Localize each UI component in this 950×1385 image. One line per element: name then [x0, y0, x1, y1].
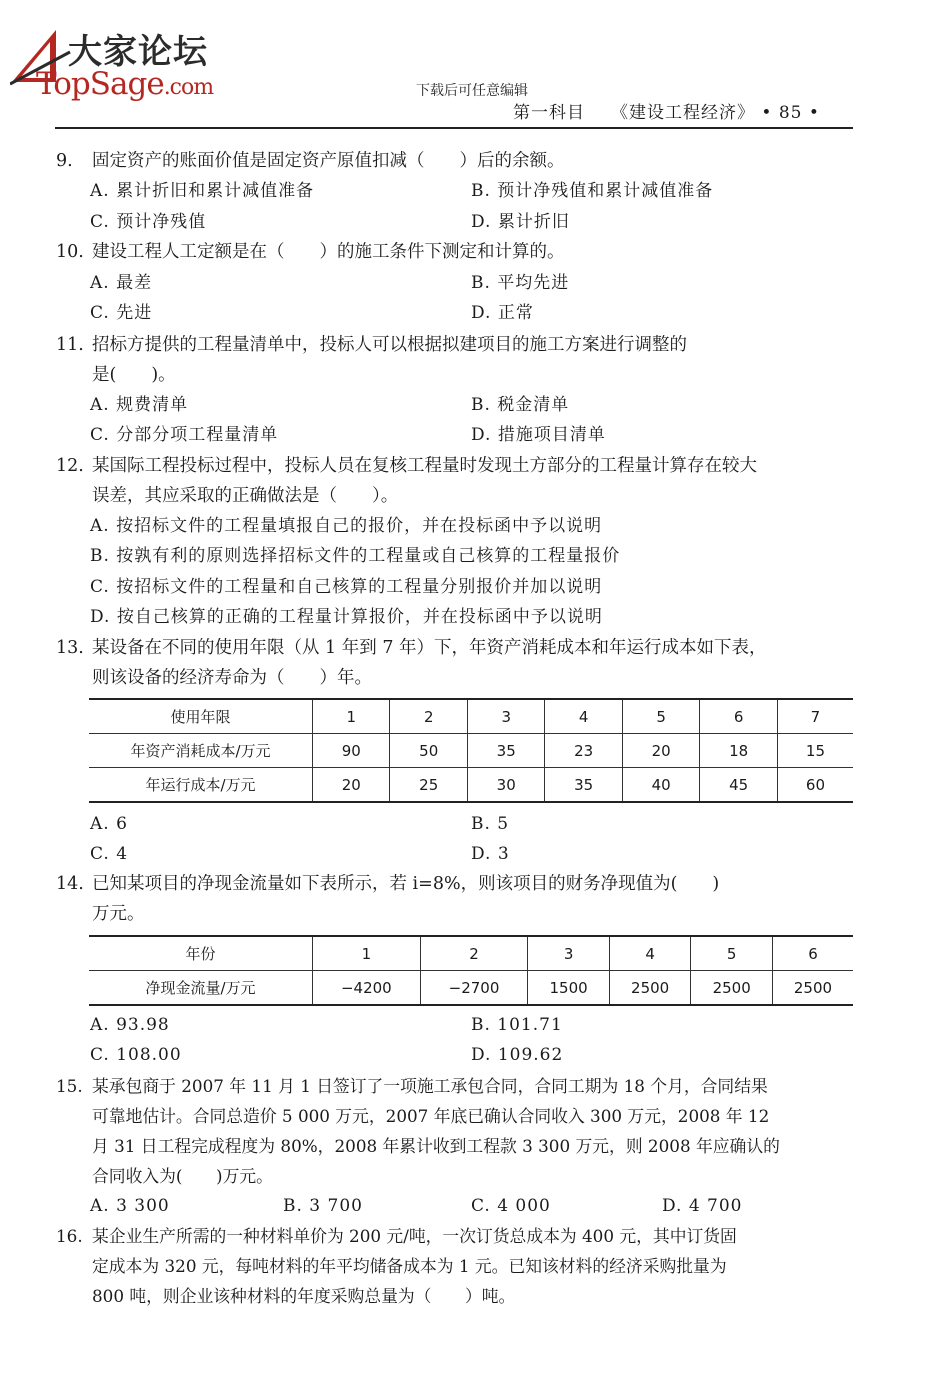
table-cell: 使用年限: [170, 708, 231, 726]
option-a: A. 6: [90, 814, 128, 834]
option-a: A. 最差: [90, 273, 153, 293]
table-cell: −2700: [420, 971, 528, 1006]
table-row: [89, 971, 853, 1006]
table-cell: 7: [777, 699, 853, 734]
question-12: [56, 451, 856, 511]
service-life-table: [89, 698, 853, 803]
table-cell: 35: [545, 768, 622, 803]
option-d: D. 3: [471, 844, 510, 864]
question-stem-line2: 是( )。: [92, 365, 176, 385]
table-cell: 60: [777, 768, 853, 803]
logo-chinese-text: 大家论坛: [68, 32, 208, 72]
table-cell: 2500: [772, 971, 853, 1006]
table-cell: −4200: [313, 971, 421, 1006]
net-cash-flow-table: [89, 935, 853, 1006]
question-15: [56, 1071, 856, 1191]
option-a: A. 93.98: [90, 1015, 170, 1035]
option-c: C. 先进: [90, 303, 153, 323]
table-cell: 20: [622, 734, 699, 768]
question-number: 9.: [56, 151, 73, 171]
question-stem-line1: 某国际工程投标过程中，投标人员在复核工程量时发现土方部分的工程量计算存在较大: [92, 456, 757, 476]
table-cell: 40: [622, 768, 699, 803]
option-c: C. 分部分项工程量清单: [90, 425, 279, 445]
question-number: 13.: [56, 638, 84, 658]
question-stem-line1: 某设备在不同的使用年限（从 1 年到 7 年）下，年资产消耗成本和年运行成本如下表，: [92, 638, 767, 658]
table-header-row: [89, 699, 853, 734]
question-stem-line2: 万元。: [92, 904, 145, 924]
question-stem-line2: 可靠地估计。合同总造价 5 000 万元，2007 年底已确认合同收入 300 万元，2008 年 12: [92, 1106, 770, 1126]
question-stem-line2: 定成本为 320 元，每吨材料的年平均储备成本为 1 元。已知该材料的经济采购批量为: [92, 1256, 727, 1276]
option-b: B. 3 700: [283, 1196, 363, 1216]
table-cell: 4: [545, 699, 622, 734]
question-16: [56, 1221, 856, 1311]
table-cell: 年运行成本/万元: [145, 776, 256, 794]
watermark-text: 下载后可任意编辑: [416, 83, 528, 99]
option-d: D. 措施项目清单: [471, 425, 606, 445]
question-stem-line3: 800 吨，则企业该种材料的年度采购总量为（ ）吨。: [92, 1286, 516, 1306]
option-b: B. 税金清单: [471, 395, 570, 415]
table-cell: 2500: [691, 971, 773, 1006]
option-b: B. 预计净残值和累计减值准备: [471, 181, 714, 201]
table-cell: 5: [691, 936, 773, 971]
question-11: [56, 330, 856, 390]
question-stem-line1: 已知某项目的净现金流量如下表所示，若 i=8%，则该项目的财务净现值为( ): [92, 874, 720, 894]
table-cell: 25: [390, 768, 467, 803]
question-number: 11.: [56, 335, 84, 355]
table-cell: 年资产消耗成本/万元: [130, 742, 271, 760]
table-header-row: [89, 936, 853, 971]
option-a: A. 规费清单: [90, 395, 189, 415]
table-cell: 2500: [609, 971, 691, 1006]
option-d: D. 累计折旧: [471, 212, 570, 232]
question-stem-line1: 招标方提供的工程量清单中，投标人可以根据拟建项目的施工方案进行调整的: [92, 335, 687, 355]
table-cell: 4: [609, 936, 691, 971]
table-cell: 1500: [528, 971, 610, 1006]
question-stem-line3: 月 31 日工程完成程度为 80%，2008 年累计收到工程款 3 300 万元，则 2008 年应确认的: [92, 1136, 780, 1156]
table-cell: 5: [622, 699, 699, 734]
option-b: B. 平均先进: [471, 273, 570, 293]
table-cell: 3: [528, 936, 610, 971]
table-cell: 23: [545, 734, 622, 768]
question-10: [56, 237, 856, 267]
table-cell: 净现金流量/万元: [145, 979, 256, 997]
question-stem: 建设工程人工定额是在（ ）的施工条件下测定和计算的。: [92, 242, 565, 262]
option-a: A. 按招标文件的工程量填报自己的报价，并在投标函中予以说明: [90, 516, 603, 536]
option-b: B. 按孰有利的原则选择招标文件的工程量或自己核算的工程量报价: [90, 546, 621, 566]
question-stem: 固定资产的账面价值是固定资产原值扣减（ ）后的余额。: [92, 151, 565, 171]
running-book-title: 《建设工程经济》: [611, 103, 755, 123]
topsage-logo: [10, 22, 214, 112]
table-cell: 20: [313, 768, 390, 803]
option-a: A. 3 300: [90, 1196, 170, 1216]
table-cell: 18: [700, 734, 777, 768]
option-b: B. 101.71: [471, 1015, 563, 1035]
option-a: A. 累计折旧和累计减值准备: [90, 181, 315, 201]
table-cell: 1: [313, 699, 390, 734]
option-b: B. 5: [471, 814, 510, 834]
question-stem-line1: 某承包商于 2007 年 11 月 1 日签订了一项施工承包合同，合同工期为 18 个月，合同结果: [92, 1076, 768, 1096]
table-cell: 2: [420, 936, 528, 971]
table-row: [89, 768, 853, 803]
running-subject: 第一科目: [513, 103, 585, 123]
logo-english-text: TopSage.com: [36, 66, 214, 102]
option-c: C. 预计净残值: [90, 212, 207, 232]
question-stem-line1: 某企业生产所需的一种材料单价为 200 元/吨，一次订货总成本为 400 元，其中订货固: [92, 1226, 737, 1246]
question-stem-line4: 合同收入为( )万元。: [92, 1166, 273, 1186]
running-header: [513, 98, 820, 123]
table-row: [89, 734, 853, 768]
table-cell: 35: [467, 734, 544, 768]
question-number: 16.: [56, 1226, 83, 1246]
table-cell: 30: [467, 768, 544, 803]
table-cell: 6: [700, 699, 777, 734]
header-rule: [55, 127, 853, 129]
table-cell: 50: [390, 734, 467, 768]
question-number: 15.: [56, 1076, 83, 1096]
option-c: C. 4: [90, 844, 129, 864]
question-9: [56, 146, 856, 176]
option-c: C. 按招标文件的工程量和自己核算的工程量分别报价并加以说明: [90, 577, 603, 597]
option-c: C. 108.00: [90, 1045, 182, 1065]
page-number: • 85 •: [761, 103, 820, 123]
table-cell: 6: [772, 936, 853, 971]
table-cell: 年份: [185, 945, 216, 963]
table-cell: 45: [700, 768, 777, 803]
question-stem-line2: 则该设备的经济寿命为（ ）年。: [92, 668, 372, 688]
table-cell: 15: [777, 734, 853, 768]
question-stem-line2: 误差，其应采取的正确做法是（ ）。: [92, 486, 399, 506]
option-d: D. 正常: [471, 303, 534, 323]
question-number: 14.: [56, 874, 84, 894]
question-14: [56, 869, 856, 929]
table-cell: 1: [313, 936, 421, 971]
table-cell: 3: [467, 699, 544, 734]
table-cell: 90: [313, 734, 390, 768]
question-13: [56, 633, 856, 693]
table-cell: 2: [390, 699, 467, 734]
option-d: D. 109.62: [471, 1045, 564, 1065]
question-number: 12.: [56, 456, 84, 476]
option-c: C. 4 000: [471, 1196, 551, 1216]
option-d: D. 4 700: [662, 1196, 743, 1216]
option-d: D. 按自己核算的正确的工程量计算报价，并在投标函中予以说明: [90, 607, 603, 627]
question-number: 10.: [56, 242, 84, 262]
